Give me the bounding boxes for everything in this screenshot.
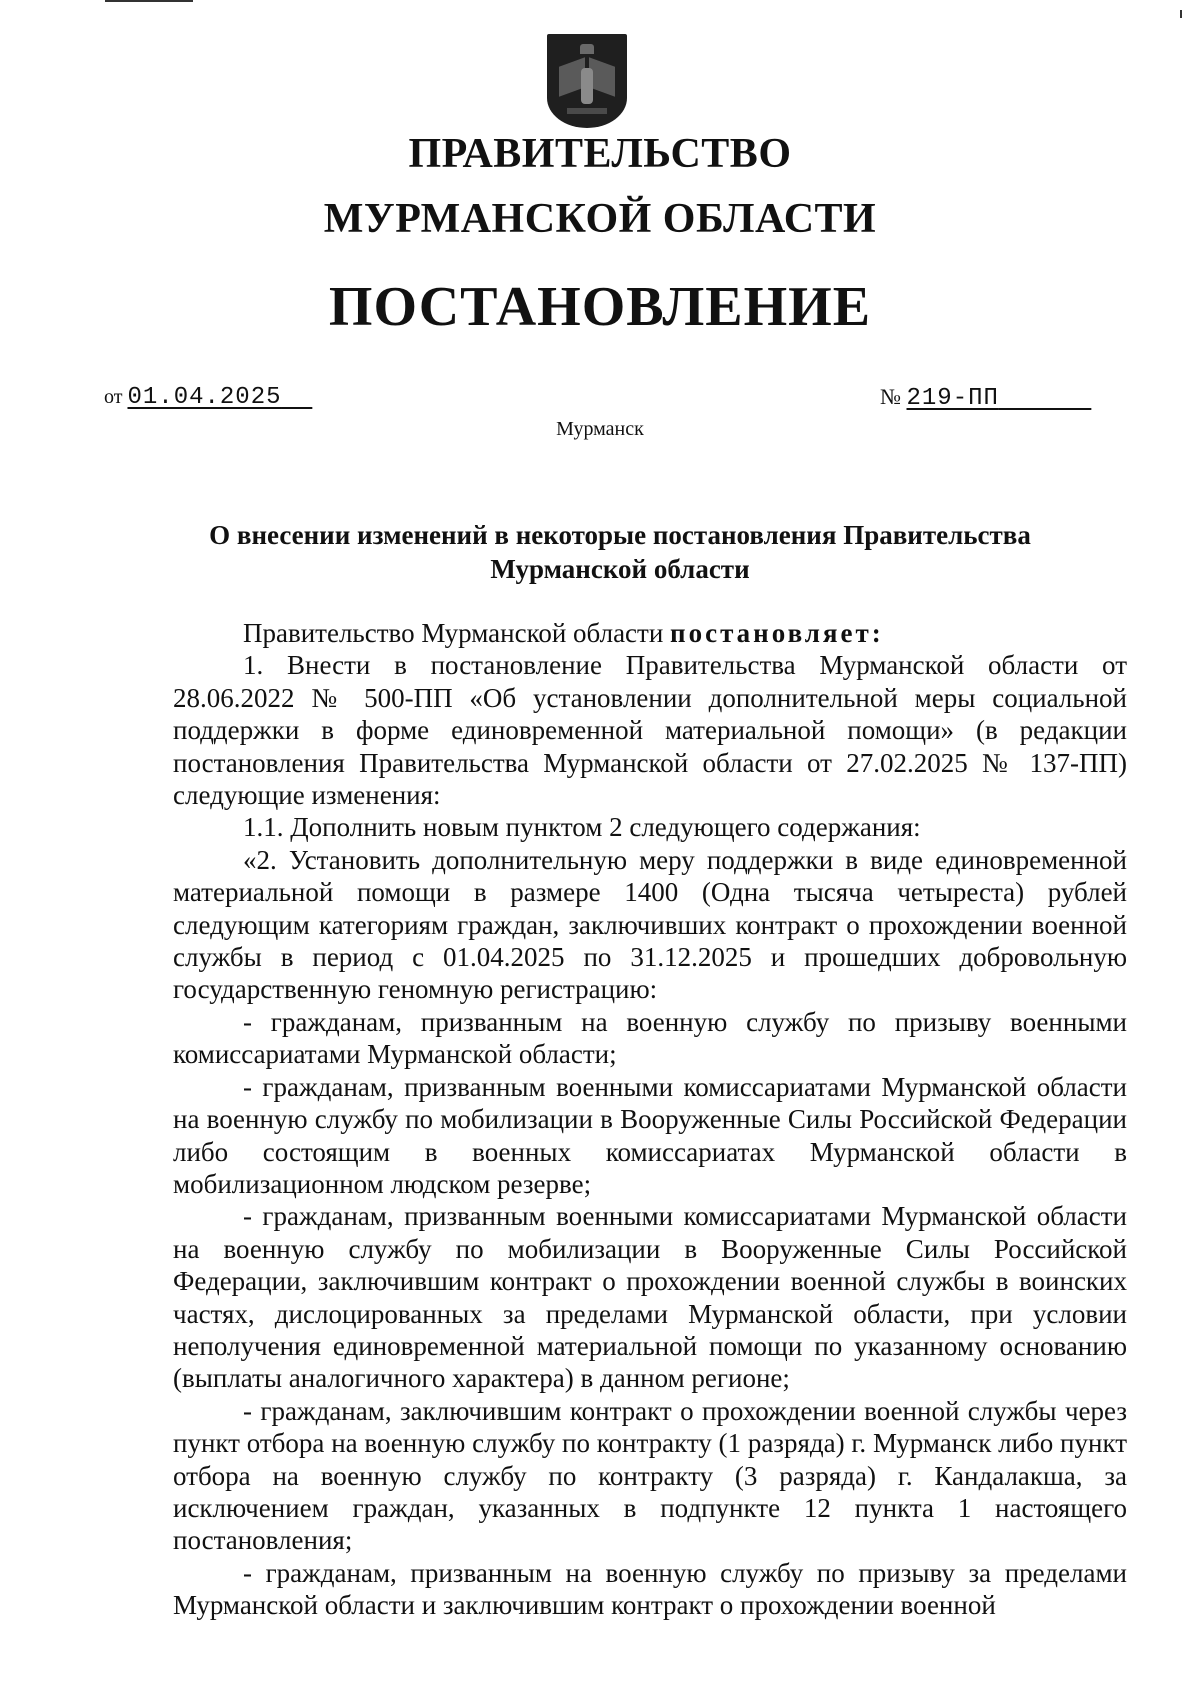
body-paragraph: - гражданам, призванным военными комиссариатами Мурманской области на военную службу по мобилизации в Вооруженные Силы Российской Федерации, заключившим контракт о прохождении военной службы в воинских частях, дислоцированных за пределами Мурманской области, при условии неполучения единовременной материальной помощи по указанному основанию (выплаты аналогичного характера) в данном регионе;: [173, 1201, 1127, 1394]
document-body: [173, 617, 1127, 1622]
number-value: 219-ПП: [906, 385, 999, 412]
body-paragraph: - гражданам, призванным на военную службу по призыву за пределами Мурманской области и заключившим контракт о прохождении военной: [173, 1557, 1127, 1621]
body-paragraph: 1. Внести в постановление Правительства Мурманской области от 28.06.2022 № 500-ПП «Об установлении дополнительной меры социальной поддержки в форме единовременной материальной помощи» (в редакции постановления Правительства Мурманской области от 27.02.2025 № 137-ПП) следующие изменения:: [173, 650, 1127, 811]
document-date: [104, 384, 312, 411]
city-name: Мурманск: [556, 418, 644, 440]
date-value: 01.04.2025: [127, 384, 282, 411]
org-name-line2: МУРМАНСКОЙ ОБЛАСТИ: [323, 196, 877, 242]
intro-text: Правительство Мурманской области: [243, 618, 671, 648]
date-prefix: от: [104, 386, 123, 408]
org-name-line1: ПРАВИТЕЛЬСТВО: [408, 131, 792, 177]
document-number: [880, 384, 1091, 412]
body-paragraph: - гражданам, призванным на военную службу по призыву военными комиссариатами Мурманской области;: [173, 1006, 1127, 1070]
coat-of-arms-emblem: [547, 34, 627, 128]
document-type: ПОСТАНОВЛЕНИЕ: [328, 276, 872, 338]
body-paragraph: «2. Установить дополнительную меру поддержки в виде единовременной материальной помощи в размере 1400 (Одна тысяча четыреста) рублей следующим категориям граждан, заключивших контракт о прохождении военной службы в период с 01.04.2025 по 31.12.2025 и прошедших добровольную государственную геномную регистрацию:: [173, 844, 1127, 1005]
title-line1: О внесении изменений в некоторые постановления Правительства: [209, 520, 1031, 550]
body-paragraph: - гражданам, призванным военными комиссариатами Мурманской области на военную службу по мобилизации в Вооруженные Силы Российской Федерации либо состоящим в военных комиссариатах Мурманской области в мобилизационном людском резерве;: [173, 1071, 1127, 1199]
title-line2: Мурманской области: [490, 554, 750, 584]
scan-edge-mark: [105, 0, 193, 2]
scan-edge-mark: [1180, 10, 1182, 18]
document-title: [150, 518, 1090, 586]
body-paragraph: - гражданам, заключившим контракт о прохождении военной службы через пункт отбора на военную службу по контракту (1 разряда) г. Мурманск либо пункт отбора на военную службу по контракту (3 разряда) г. Кандалакша, за исключением граждан, указанных в подпункте 12 пункта 1 настоящего постановления;: [173, 1395, 1127, 1556]
intro-paragraph: [173, 617, 1127, 649]
intro-action: постановляет:: [670, 618, 884, 648]
number-prefix: №: [880, 384, 901, 409]
body-paragraph: 1.1. Дополнить новым пунктом 2 следующего содержания:: [243, 812, 921, 843]
